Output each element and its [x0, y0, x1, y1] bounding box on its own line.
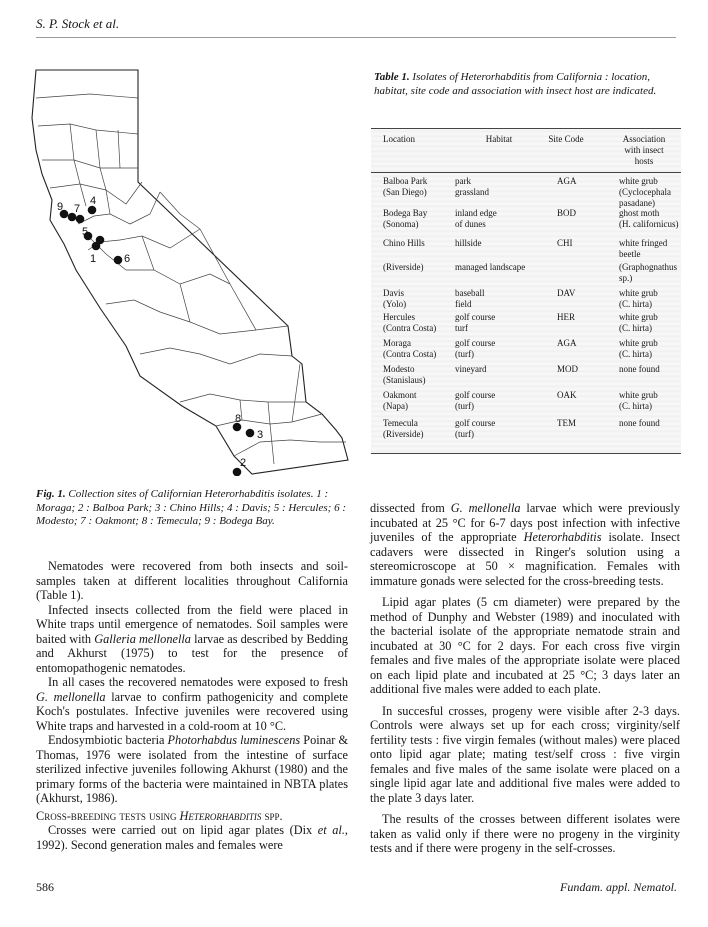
table-cell-assoc: white grub (C. hirta): [619, 288, 658, 309]
isolates-table: [371, 128, 681, 454]
table-cell-assoc: ghost moth (H. californicus): [619, 208, 679, 229]
site-label-1: 1: [90, 253, 97, 265]
table-cell-assoc: none found: [619, 364, 660, 374]
table-cell-assoc: white grub (Cyclocephala pasadane): [619, 176, 671, 208]
site-label-3: 3: [257, 429, 264, 441]
table-cell-code: OAK: [557, 390, 577, 400]
table-cell-location: Balboa Park (San Diego): [383, 176, 428, 197]
site-label-4: 4: [90, 195, 97, 207]
paragraph: Infected insects collected from the field were placed in White traps until emergence of nematodes. Soil samples were baited with Galleria mellonella larvae as described by Bedding and Akhurst (1975) to test for the presence of entomopathogenic nematodes.: [36, 602, 349, 675]
paragraph: In all cases the recovered nematodes were exposed to fresh G. mellonella larvae to confirm pathogenicity and complete Koch's postulates. Infective juveniles were recovered using White traps and harvested in a cold-room at 10 °C.: [36, 675, 348, 733]
table-cell-location: Temecula (Riverside): [383, 418, 424, 439]
table-cell-assoc: none found: [619, 418, 660, 428]
table-cell-habitat: golf course turf: [455, 312, 496, 333]
paragraph: Lipid agar plates (5 cm diameter) were prepared by the method of Dunphy and Webster (1989) and inoculated with the bacterial isolate of the appropriate nematode strain and incubated at 30 °C for 2 days. For each cross five virgin females and five males of the appropriate isolate were placed on each lipid plate and incubated at 25 °C; 3 days later an additional five males were added to each plate.: [370, 595, 680, 696]
state-outline: [32, 70, 348, 474]
col-header-site-code: Site Code: [548, 134, 584, 144]
table-top-rule: [371, 128, 681, 129]
site-label-7: 7: [74, 203, 81, 215]
paragraph: dissected from G. mellonella larvae which were previously incubated at 25 °C for 6-7 days post infection with infective juveniles of the appropriate Heterorhabditis isolate. Insect cadavers were dissected in Ringer's solution using a stereomicroscope at 50 × magnification. Females with immature gonads were selected for the cross-breeding tests.: [370, 501, 681, 588]
col-header-habitat: Habitat: [485, 134, 513, 144]
paragraph: Crosses were carried out on lipid agar plates (Dix et al., 1992). Second generation males and females were: [36, 823, 348, 852]
table-cell-code: HER: [557, 312, 575, 322]
site-label-8: 8: [235, 413, 242, 425]
site-label-2: 2: [240, 457, 247, 469]
table-cell-habitat: inland edge of dunes: [455, 208, 497, 229]
table-cell-code: AGA: [557, 338, 577, 348]
figure-caption-text: Collection sites of Californian Heterorhabditis isolates. 1 : Moraga; 2 : Balboa Park; 3 : Chino Hills; 4 : Davis; 5 : Hercules; 6 : Modesto; 7 : Oakmont; 8 : Temecula; 9 : Bodega Bay.: [36, 488, 346, 527]
table-cell-habitat: golf course (turf): [455, 418, 496, 439]
table-title-text: Isolates of Heterorhabditis from California : location, habitat, site code and association with insect host are indicated.: [374, 71, 657, 97]
table-cell-location: Oakmont (Napa): [383, 390, 417, 411]
table-cell-code: MOD: [557, 364, 579, 374]
table-cell-assoc: (Graphognathus sp.): [619, 262, 677, 283]
journal-name: Fundam. appl. Nematol.: [560, 880, 677, 894]
table-cell-location: Hercules (Contra Costa): [383, 312, 437, 333]
table-cell-code: BOD: [557, 208, 577, 218]
paragraph: Endosymbiotic bacteria Photorhabdus luminescens Poinar & Thomas, 1976 were isolated from the intestine of surface sterilized infective juveniles following Akhurst (1980) and the primary forms of the bacteria were maintained in NBTA plates (Akhurst, 1986).: [36, 733, 349, 805]
table-cell-habitat: vineyard: [455, 364, 487, 374]
site-marker: [96, 236, 105, 245]
header-rule: [36, 37, 676, 38]
paragraph: In succesful crosses, progeny were visible after 2-3 days. Controls were always set up for each cross; virginity/self fertility tests : five virgin females (without males) were placed onto lipid agar plate; mating test/self cross : five virgin females and five males of the same isolate were placed on a single lipid agar late and additional five males were added to the plate 3 days later.: [370, 703, 680, 805]
table-cell-location: Davis (Yolo): [383, 288, 407, 309]
table-cell-assoc: white grub (C. hirta): [619, 338, 658, 359]
table-title: [374, 70, 680, 98]
table-cell-location: (Riverside): [383, 262, 424, 272]
site-marker: [246, 429, 255, 438]
table-cell-code: TEM: [557, 418, 576, 428]
table-bottom-rule: [371, 453, 681, 454]
page-number: 586: [36, 880, 54, 894]
table-cell-habitat: park grassland: [455, 176, 489, 197]
paragraph: Nematodes were recovered from both insects and soil-samples taken at different localities throughout California (Table 1).: [36, 559, 348, 602]
site-label-9: 9: [57, 201, 64, 213]
figure-caption-label: Fig. 1.: [36, 488, 66, 500]
col-header-association: Association with insect hosts: [622, 134, 666, 166]
table-cell-code: DAV: [557, 288, 576, 298]
table-title-label: Table 1.: [374, 71, 410, 83]
table-cell-habitat: baseball field: [455, 288, 485, 309]
table-header-rule: [371, 172, 681, 173]
site-marker: [76, 215, 85, 224]
site-label-5: 5: [82, 226, 89, 238]
table-cell-habitat: golf course (turf): [455, 338, 496, 359]
site-marker: [114, 256, 123, 265]
table-cell-assoc: white fringed beetle: [619, 238, 668, 259]
section-heading: Cross-breeding tests using Heterorhabditis spp.: [36, 808, 283, 823]
right-text-column: [370, 501, 680, 856]
california-map: [30, 64, 352, 476]
table-cell-habitat: managed landscape: [455, 262, 526, 272]
col-header-location: Location: [383, 134, 415, 144]
running-head: S. P. Stock et al.: [36, 16, 120, 31]
table-cell-code: CHI: [557, 238, 573, 248]
left-text-column: [36, 559, 348, 852]
table-cell-location: Chino Hills: [383, 238, 425, 248]
table-cell-assoc: white grub (C. hirta): [619, 312, 658, 333]
figure-caption: [36, 488, 348, 529]
table-cell-assoc: white grub (C. hirta): [619, 390, 658, 411]
table-cell-location: Bodega Bay (Sonoma): [383, 208, 428, 229]
site-label-6: 6: [124, 253, 131, 265]
table-cell-location: Modesto (Stanislaus): [383, 364, 426, 385]
table-cell-habitat: golf course (turf): [455, 390, 496, 411]
table-cell-location: Moraga (Contra Costa): [383, 338, 437, 359]
table-cell-habitat: hillside: [455, 238, 482, 248]
table-cell-code: AGA: [557, 176, 577, 186]
paragraph: The results of the crosses between different isolates were taken as valid only if there were no progeny in the virginity tests and if there were progeny in the self-crosses.: [370, 812, 680, 855]
